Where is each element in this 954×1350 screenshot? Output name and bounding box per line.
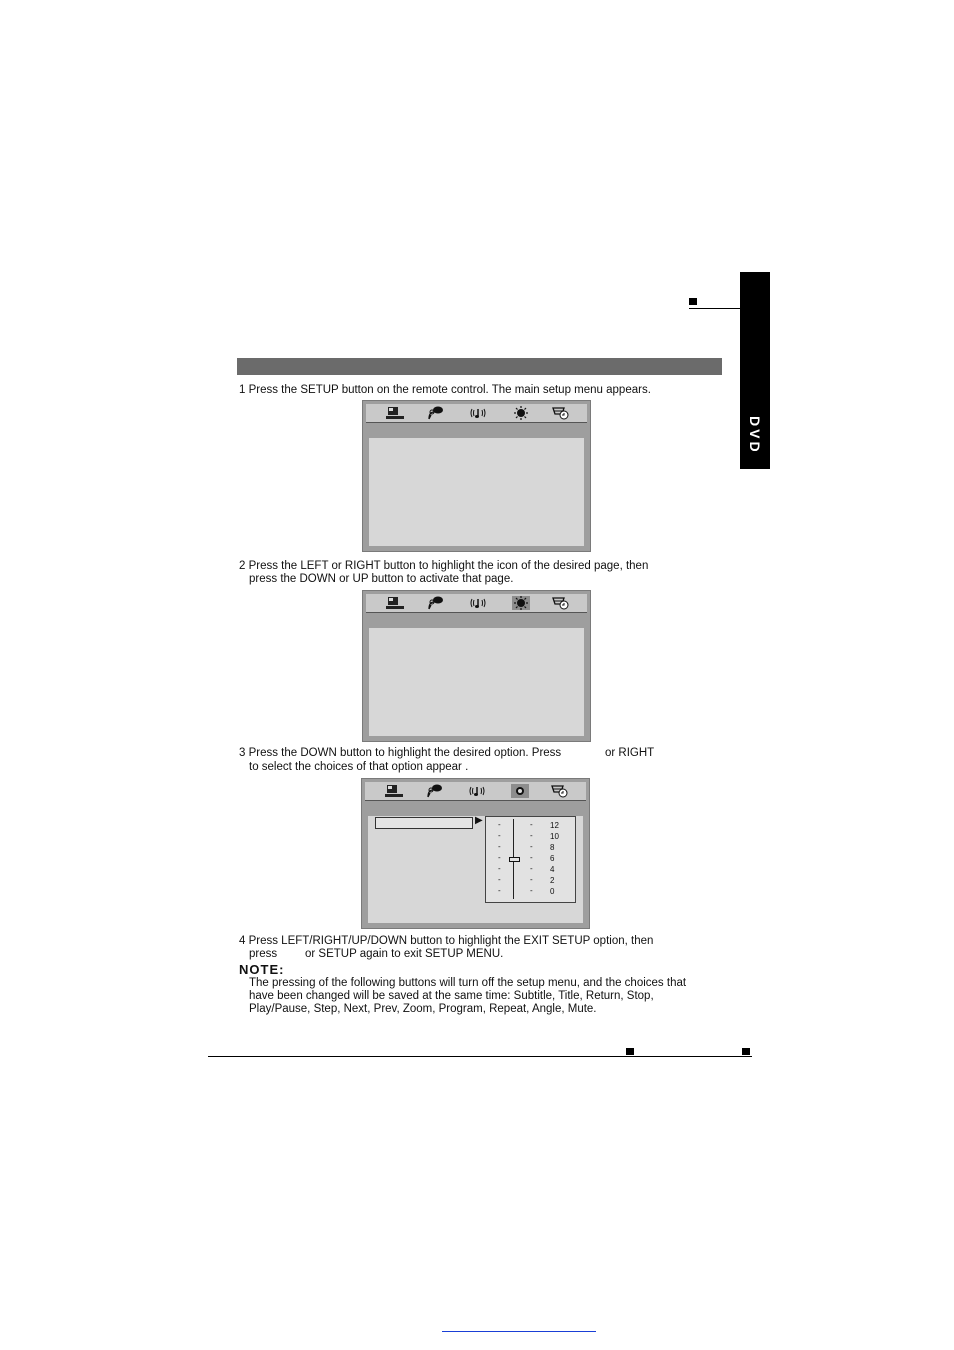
menu-title-band bbox=[365, 801, 586, 813]
footer-link-underline[interactable] bbox=[442, 1331, 596, 1332]
corner-marker bbox=[689, 298, 697, 305]
scale-value: 0 bbox=[550, 887, 555, 896]
step-4-line-2b: or SETUP again to exit SETUP MENU. bbox=[305, 948, 504, 960]
menu-icon-bar bbox=[366, 594, 587, 613]
footer-marker-left bbox=[626, 1048, 634, 1055]
video-setup-icon[interactable] bbox=[512, 406, 530, 420]
language-setup-icon[interactable] bbox=[426, 406, 444, 420]
menu-title-band bbox=[366, 423, 587, 435]
step-2-line-2: press the DOWN or UP button to activate that page. bbox=[249, 573, 514, 585]
note-line: have been changed will be saved at the same time: Subtitle, Title, Return, Stop, bbox=[249, 990, 654, 1002]
scale-value: 10 bbox=[550, 832, 559, 841]
menu-icon-bar bbox=[366, 404, 587, 423]
preference-exit-icon[interactable] bbox=[551, 784, 569, 798]
note-line: The pressing of the following buttons will turn off the setup menu, and the choices that bbox=[249, 977, 687, 989]
setup-menu-screen-1 bbox=[362, 400, 591, 552]
scale-row: - - 2 bbox=[498, 875, 555, 885]
scale-value: 12 bbox=[550, 821, 559, 830]
note-title: NOTE: bbox=[239, 962, 285, 977]
footer-marker-right bbox=[742, 1048, 750, 1055]
system-setup-icon[interactable] bbox=[386, 406, 404, 420]
audio-setup-icon[interactable] bbox=[469, 596, 487, 610]
scale-row: - - 8 bbox=[498, 842, 555, 852]
step-4-line-1: 4 Press LEFT/RIGHT/UP/DOWN button to highlight the EXIT SETUP option, then bbox=[239, 935, 654, 947]
scale-value: 8 bbox=[550, 843, 555, 852]
language-setup-icon[interactable] bbox=[425, 784, 443, 798]
language-setup-icon[interactable] bbox=[426, 596, 444, 610]
step-3-line-1b: or RIGHT bbox=[605, 747, 655, 759]
setup-menu-screen-2 bbox=[362, 590, 591, 742]
option-scale-panel[interactable] bbox=[485, 816, 576, 903]
scale-row: - - 6 bbox=[498, 853, 555, 863]
step-1-text: 1 Press the SETUP button on the remote control. The main setup menu appears. bbox=[239, 384, 651, 396]
step-4-line-2a: press bbox=[249, 948, 278, 960]
video-setup-icon[interactable] bbox=[511, 784, 529, 798]
right-arrow-icon: ▶ bbox=[475, 815, 483, 826]
highlighted-option[interactable] bbox=[375, 817, 473, 829]
scale-value: 2 bbox=[550, 876, 555, 885]
footer-rule bbox=[208, 1056, 752, 1057]
menu-icon-bar bbox=[365, 782, 586, 801]
video-setup-icon[interactable] bbox=[512, 596, 530, 610]
audio-setup-icon[interactable] bbox=[469, 406, 487, 420]
step-3-line-2: to select the choices of that option appear . bbox=[249, 761, 469, 773]
note-line: Play/Pause, Step, Next, Prev, Zoom, Program, Repeat, Angle, Mute. bbox=[249, 1003, 597, 1015]
preference-exit-icon[interactable] bbox=[552, 406, 570, 420]
scale-marker[interactable] bbox=[509, 857, 520, 862]
scale-row: - - 12 bbox=[498, 820, 559, 830]
system-setup-icon[interactable] bbox=[386, 596, 404, 610]
scale-row: - - 10 bbox=[498, 831, 559, 841]
scale-value: 6 bbox=[550, 854, 555, 863]
menu-title-band bbox=[366, 613, 587, 625]
scale-row: - - 4 bbox=[498, 864, 555, 874]
menu-body bbox=[369, 628, 584, 736]
step-3-line-1a: 3 Press the DOWN button to highlight the desired option. Press bbox=[239, 747, 562, 759]
scale-value: 4 bbox=[550, 865, 555, 874]
section-title-bar bbox=[237, 358, 722, 375]
audio-setup-icon[interactable] bbox=[468, 784, 486, 798]
note-text bbox=[249, 977, 719, 1016]
scale-row: - - 0 bbox=[498, 886, 555, 896]
system-setup-icon[interactable] bbox=[385, 784, 403, 798]
menu-body bbox=[369, 438, 584, 546]
side-tab-label: DVD bbox=[747, 415, 763, 455]
top-rule bbox=[689, 308, 741, 309]
step-2-line-1: 2 Press the LEFT or RIGHT button to highlight the icon of the desired page, then bbox=[239, 560, 649, 572]
preference-exit-icon[interactable] bbox=[552, 596, 570, 610]
